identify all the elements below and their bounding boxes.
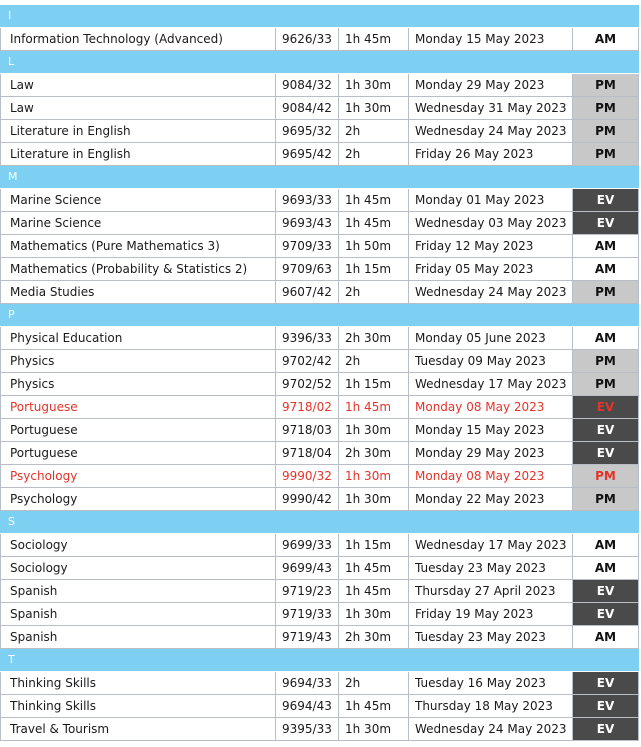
duration-cell: 1h 50m	[338, 235, 408, 257]
date-cell: Monday 29 May 2023	[408, 442, 572, 464]
session-cell: AM	[572, 557, 639, 579]
code-cell: 9718/04	[275, 442, 338, 464]
date-cell: Monday 05 June 2023	[408, 327, 572, 349]
date-cell: Monday 08 May 2023	[408, 396, 572, 418]
session-cell: EV	[572, 718, 639, 740]
session-cell: EV	[572, 580, 639, 602]
date-cell: Tuesday 23 May 2023	[408, 626, 572, 648]
date-cell: Wednesday 17 May 2023	[408, 373, 572, 395]
duration-cell: 2h 30m	[338, 327, 408, 349]
code-cell: 9084/32	[275, 74, 338, 96]
session-cell: AM	[572, 235, 639, 257]
session-cell: EV	[572, 396, 639, 418]
code-cell: 9084/42	[275, 97, 338, 119]
session-cell: AM	[572, 626, 639, 648]
code-cell: 9694/43	[275, 695, 338, 717]
section-header	[0, 649, 639, 672]
subject-cell: Travel & Tourism	[0, 718, 275, 740]
subject-cell: Sociology	[0, 557, 275, 579]
table-row	[0, 695, 639, 718]
date-cell: Monday 15 May 2023	[408, 419, 572, 441]
session-cell: AM	[572, 327, 639, 349]
date-cell: Monday 01 May 2023	[408, 189, 572, 211]
code-cell: 9694/33	[275, 672, 338, 694]
subject-cell: Mathematics (Pure Mathematics 3)	[0, 235, 275, 257]
table-row	[0, 396, 639, 419]
code-cell: 9990/32	[275, 465, 338, 487]
table-row	[0, 120, 639, 143]
session-cell: PM	[572, 488, 639, 510]
table-row	[0, 419, 639, 442]
session-cell: PM	[572, 143, 639, 165]
session-cell: EV	[572, 672, 639, 694]
table-row	[0, 235, 639, 258]
date-cell: Monday 29 May 2023	[408, 74, 572, 96]
subject-cell: Portuguese	[0, 442, 275, 464]
duration-cell: 2h 30m	[338, 626, 408, 648]
subject-cell: Law	[0, 97, 275, 119]
table-row	[0, 327, 639, 350]
subject-cell: Media Studies	[0, 281, 275, 303]
duration-cell: 2h	[338, 281, 408, 303]
duration-cell: 1h 45m	[338, 695, 408, 717]
date-cell: Monday 15 May 2023	[408, 28, 572, 50]
session-cell: EV	[572, 419, 639, 441]
session-cell: AM	[572, 28, 639, 50]
duration-cell: 2h	[338, 672, 408, 694]
table-row	[0, 626, 639, 649]
table-row	[0, 718, 639, 741]
subject-cell: Psychology	[0, 488, 275, 510]
session-cell: PM	[572, 373, 639, 395]
code-cell: 9702/42	[275, 350, 338, 372]
date-cell: Thursday 27 April 2023	[408, 580, 572, 602]
table-row	[0, 258, 639, 281]
table-row	[0, 603, 639, 626]
code-cell: 9695/32	[275, 120, 338, 142]
date-cell: Friday 19 May 2023	[408, 603, 572, 625]
section-letter: L	[8, 55, 15, 68]
duration-cell: 1h 30m	[338, 488, 408, 510]
table-row	[0, 28, 639, 51]
subject-cell: Information Technology (Advanced)	[0, 28, 275, 50]
subject-cell: Marine Science	[0, 212, 275, 234]
subject-cell: Portuguese	[0, 396, 275, 418]
subject-cell: Mathematics (Probability & Statistics 2)	[0, 258, 275, 280]
code-cell: 9990/42	[275, 488, 338, 510]
section-header	[0, 304, 639, 327]
code-cell: 9709/63	[275, 258, 338, 280]
section-header	[0, 51, 639, 74]
date-cell: Tuesday 16 May 2023	[408, 672, 572, 694]
subject-cell: Literature in English	[0, 143, 275, 165]
duration-cell: 1h 30m	[338, 419, 408, 441]
subject-cell: Spanish	[0, 603, 275, 625]
session-cell: PM	[572, 350, 639, 372]
code-cell: 9719/33	[275, 603, 338, 625]
session-cell: AM	[572, 534, 639, 556]
table-row	[0, 212, 639, 235]
table-row	[0, 557, 639, 580]
table-row	[0, 672, 639, 695]
subject-cell: Psychology	[0, 465, 275, 487]
code-cell: 9695/42	[275, 143, 338, 165]
section-header	[0, 511, 639, 534]
subject-cell: Portuguese	[0, 419, 275, 441]
table-row	[0, 488, 639, 511]
section-letter: T	[8, 653, 15, 666]
subject-cell: Spanish	[0, 626, 275, 648]
code-cell: 9709/33	[275, 235, 338, 257]
session-cell: PM	[572, 120, 639, 142]
session-cell: EV	[572, 695, 639, 717]
date-cell: Wednesday 24 May 2023	[408, 718, 572, 740]
duration-cell: 1h 15m	[338, 534, 408, 556]
duration-cell: 1h 30m	[338, 603, 408, 625]
duration-cell: 1h 30m	[338, 97, 408, 119]
duration-cell: 1h 45m	[338, 28, 408, 50]
duration-cell: 1h 45m	[338, 580, 408, 602]
code-cell: 9693/43	[275, 212, 338, 234]
duration-cell: 1h 30m	[338, 74, 408, 96]
session-cell: PM	[572, 281, 639, 303]
date-cell: Monday 22 May 2023	[408, 488, 572, 510]
code-cell: 9718/02	[275, 396, 338, 418]
subject-cell: Law	[0, 74, 275, 96]
session-cell: EV	[572, 603, 639, 625]
table-row	[0, 189, 639, 212]
code-cell: 9607/42	[275, 281, 338, 303]
code-cell: 9626/33	[275, 28, 338, 50]
section-header	[0, 166, 639, 189]
code-cell: 9719/23	[275, 580, 338, 602]
subject-cell: Physics	[0, 373, 275, 395]
table-row	[0, 143, 639, 166]
session-cell: EV	[572, 189, 639, 211]
date-cell: Thursday 18 May 2023	[408, 695, 572, 717]
session-cell: PM	[572, 97, 639, 119]
date-cell: Wednesday 24 May 2023	[408, 281, 572, 303]
code-cell: 9699/33	[275, 534, 338, 556]
duration-cell: 1h 45m	[338, 212, 408, 234]
code-cell: 9718/03	[275, 419, 338, 441]
duration-cell: 1h 45m	[338, 396, 408, 418]
exam-timetable-table	[0, 5, 639, 741]
table-row	[0, 580, 639, 603]
subject-cell: Thinking Skills	[0, 695, 275, 717]
code-cell: 9719/43	[275, 626, 338, 648]
session-cell: EV	[572, 442, 639, 464]
section-header	[0, 5, 639, 28]
date-cell: Wednesday 03 May 2023	[408, 212, 572, 234]
date-cell: Wednesday 24 May 2023	[408, 120, 572, 142]
duration-cell: 2h	[338, 143, 408, 165]
section-letter: M	[8, 170, 18, 183]
date-cell: Tuesday 23 May 2023	[408, 557, 572, 579]
duration-cell: 2h	[338, 350, 408, 372]
session-cell: AM	[572, 258, 639, 280]
subject-cell: Thinking Skills	[0, 672, 275, 694]
date-cell: Wednesday 31 May 2023	[408, 97, 572, 119]
duration-cell: 1h 45m	[338, 557, 408, 579]
section-letter: I	[8, 9, 12, 22]
table-row	[0, 465, 639, 488]
session-cell: EV	[572, 212, 639, 234]
section-letter: S	[8, 515, 15, 528]
session-cell: PM	[572, 74, 639, 96]
subject-cell: Sociology	[0, 534, 275, 556]
date-cell: Wednesday 17 May 2023	[408, 534, 572, 556]
date-cell: Friday 12 May 2023	[408, 235, 572, 257]
subject-cell: Physical Education	[0, 327, 275, 349]
duration-cell: 1h 15m	[338, 373, 408, 395]
date-cell: Friday 05 May 2023	[408, 258, 572, 280]
subject-cell: Physics	[0, 350, 275, 372]
code-cell: 9702/52	[275, 373, 338, 395]
table-row	[0, 97, 639, 120]
table-row	[0, 281, 639, 304]
duration-cell: 1h 15m	[338, 258, 408, 280]
subject-cell: Marine Science	[0, 189, 275, 211]
duration-cell: 2h 30m	[338, 442, 408, 464]
code-cell: 9693/33	[275, 189, 338, 211]
duration-cell: 1h 30m	[338, 718, 408, 740]
table-row	[0, 350, 639, 373]
session-cell: PM	[572, 465, 639, 487]
section-letter: P	[8, 308, 15, 321]
table-row	[0, 74, 639, 97]
date-cell: Tuesday 09 May 2023	[408, 350, 572, 372]
duration-cell: 1h 30m	[338, 465, 408, 487]
table-row	[0, 534, 639, 557]
table-row	[0, 442, 639, 465]
subject-cell: Literature in English	[0, 120, 275, 142]
code-cell: 9395/33	[275, 718, 338, 740]
code-cell: 9396/33	[275, 327, 338, 349]
subject-cell: Spanish	[0, 580, 275, 602]
date-cell: Monday 08 May 2023	[408, 465, 572, 487]
duration-cell: 2h	[338, 120, 408, 142]
date-cell: Friday 26 May 2023	[408, 143, 572, 165]
code-cell: 9699/43	[275, 557, 338, 579]
duration-cell: 1h 45m	[338, 189, 408, 211]
table-row	[0, 373, 639, 396]
